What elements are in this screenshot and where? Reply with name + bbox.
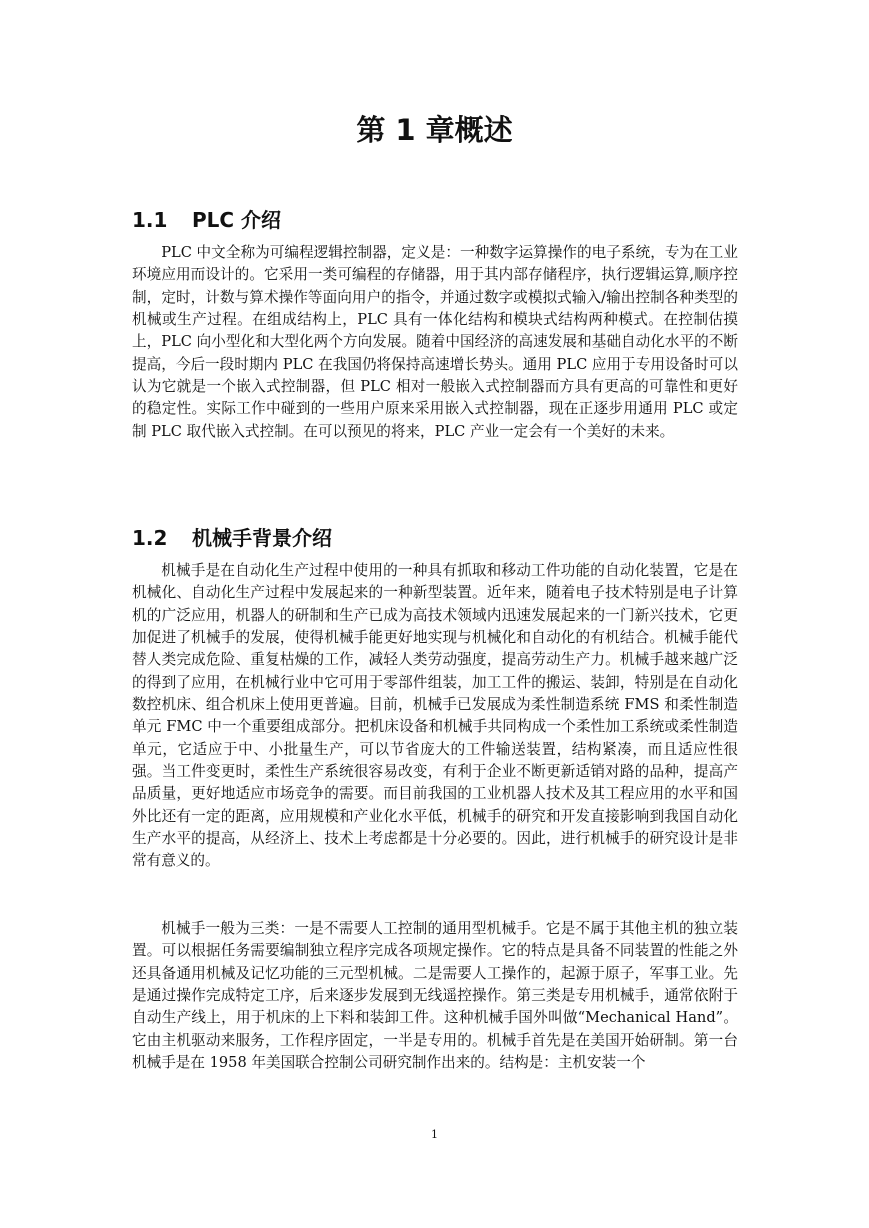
section-number: 1.2 xyxy=(132,526,168,550)
chapter-title: 第 1 章概述 xyxy=(356,113,513,147)
section-title: 机械手背景介绍 xyxy=(192,526,332,550)
section-title: PLC 介绍 xyxy=(192,208,282,232)
section-heading-1-2 xyxy=(132,523,332,553)
page-number: 1 xyxy=(431,1128,438,1141)
paragraph-plc-intro: PLC 中文全称为可编程逻辑控制器，定义是：一种数字运算操作的电子系统，专为在工业环境应用而设计的。它采用一类可编程的存储器，用于其内部存储程序，执行逻辑运算,顺序控制，定时，计数与算术操作等面向用户的指令，并通过数字或模拟式输入/输出控制各种类型的机械或生产过程。在组成结构上，PLC 具有一体化结构和模块式结构两种模式。在控制估摸上，PLC 向小型化和大型化两个方向发展。随着中国经济的高速发展和基础自动化水平的不断提高，今后一段时期内 PLC 在我国仍将保持高速增长势头。通用 PLC 应用于专用设备时可以认为它就是一个嵌入式控制器，但 PLC 相对一般嵌入式控制器而方具有更高的可靠性和更好的稳定性。实际工作中碰到的一些用户原来采用嵌入式控制器，现在正逐步用通用 PLC 或定制 PLC 取代嵌入式控制。在可以预见的将来，PLC 产业一定会有一个美好的未来。 xyxy=(132,244,738,440)
section-number: 1.1 xyxy=(132,208,168,232)
paragraph-manipulator-background: 机械手是在自动化生产过程中使用的一种具有抓取和移动工件功能的自动化装置，它是在机械化、自动化生产过程中发展起来的一种新型装置。近年来，随着电子技术特别是电子计算机的广泛应用，机器人的研制和生产已成为高技术领域内迅速发展起来的一门新兴技术，它更加促进了机械手的发展，使得机械手能更好地实现与机械化和自动化的有机结合。机械手能代替人类完成危险、重复枯燥的工作，减轻人类劳动强度，提高劳动生产力。机械手越来越广泛的得到了应用，在机械行业中它可用于零部件组装，加工工件的搬运、装卸，特别是在自动化数控机床、组合机床上使用更普遍。目前，机械手已发展成为柔性制造系统 FMS 和柔性制造单元 FMC 中一个重要组成部分。把机床设备和机械手共同构成一个柔性加工系统或柔性制造单元，它适应于中、小批量生产，可以节省庞大的工件输送装置，结构紧凑，而且适应性很强。当工件变更时，柔性生产系统很容易改变，有利于企业不断更新适销对路的品种，提高产品质量，更好地适应市场竞争的需要。而目前我国的工业机器人技术及其工程应用的水平和国外比还有一定的距离，应用规模和产业化水平低，机械手的研究和开发直接影响到我国自动化生产水平的提高，从经济上、技术上考虑都是十分必要的。因此，进行机械手的研究设计是非常有意义的。 xyxy=(132,562,738,870)
section-heading-1-1 xyxy=(132,205,281,235)
paragraph-manipulator-types: 机械手一般为三类：一是不需要人工控制的通用型机械手。它是不属于其他主机的独立装置。可以根据任务需要编制独立程序完成各项规定操作。它的特点是具备不同装置的性能之外还具备通用机械及记忆功能的三元型机械。二是需要人工操作的，起源于原子，军事工业。先是通过操作完成特定工序，后来逐步发展到无线遥控操作。第三类是专用机械手，通常依附于自动生产线上，用于机床的上下料和装卸工件。这种机械手国外叫做“Mechanical Hand”。它由主机驱动来服务，工作程序固定，一半是专用的。机械手首先是在美国开始研制。第一台机械手是在 1958 年美国联合控制公司研究制作出来的。结构是：主机安装一个 xyxy=(132,920,738,1072)
